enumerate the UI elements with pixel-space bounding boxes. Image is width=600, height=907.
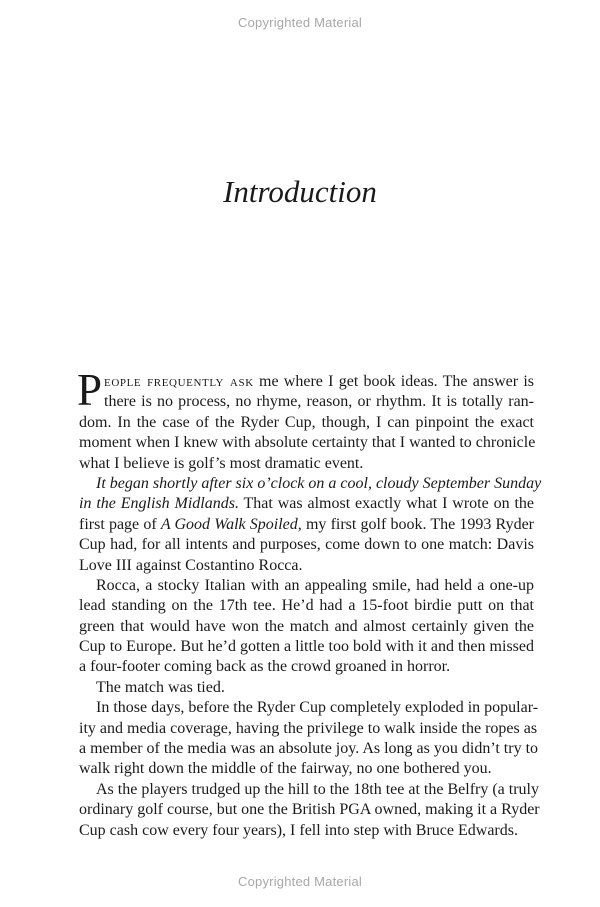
paragraph-5-line-2: ity and media coverage, having the privilege to walk inside the ropes as — [79, 719, 538, 737]
paragraph-1-line-2: there is no process, no rhyme, reason, or rhythm. It is totally ran- — [104, 393, 534, 411]
paragraph-1-line-3: dom. In the case of the Ryder Cup, though, I can pinpoint the exact — [79, 413, 534, 431]
book-title-italic: A Good Walk Spoiled, — [160, 515, 302, 533]
paragraph-2-line-5: Love III against Costantino Rocca. — [79, 556, 303, 574]
paragraph-5-line-4: walk right down the middle of the fairway, no one bothered you. — [79, 760, 492, 778]
paragraph-6-line-2: ordinary golf course, but one the British PGA owned, making it a Ryder — [79, 801, 540, 819]
paragraph-1-line-4: moment when I knew with absolute certainty that I wanted to chronicle — [79, 434, 536, 452]
paragraph-2-line-1: It began shortly after six o’clock on a cool, cloudy September Sunday — [96, 474, 542, 492]
paragraph-3-line-4: Cup to Europe. But he’d gotten a little too bold with it and then missed — [79, 638, 534, 656]
paragraph-3-line-3: green that would have won the match and almost certainly given the — [79, 617, 534, 635]
copyright-watermark-top: Copyrighted Material — [238, 15, 362, 30]
chapter-title: Introduction — [223, 174, 377, 209]
text-run: my first golf book. The 1993 Ryder — [301, 515, 535, 533]
opening-small-caps: eople frequently ask — [104, 373, 254, 390]
paragraph-2-line-2 — [79, 494, 534, 514]
paragraph-5-line-3: a member of the media was an absolute joy. As long as you didn’t try to — [79, 740, 539, 758]
text-run: me where I get book ideas. The answer is — [253, 373, 535, 390]
paragraph-6-line-3: Cup cash cow every four years), I fell into step with Bruce Edwards. — [79, 821, 518, 839]
text-run: first page of — [79, 515, 161, 533]
paragraph-1-line-5: what I believe is golf’s most dramatic event. — [79, 454, 364, 472]
paragraph-2-line-4: Cup had, for all intents and purposes, come down to one match: Davis — [79, 536, 534, 554]
paragraph-4-line-1: The match was tied. — [96, 678, 225, 696]
paragraph-3-line-1: Rocca, a stocky Italian with an appealing smile, had held a one-up — [96, 576, 534, 594]
paragraph-3-line-5: a four-footer coming back as the crowd groaned in horror. — [79, 658, 451, 676]
body-text — [77, 365, 542, 841]
paragraph-6-line-1: As the players trudged up the hill to the 18th tee at the Belfry (a truly — [96, 780, 539, 798]
paragraph-3-line-2: lead standing on the 17th tee. He’d had a 15-foot birdie putt on that — [79, 597, 534, 615]
italic-run: in the English Midlands. — [79, 495, 239, 513]
drop-cap: P — [77, 365, 103, 415]
paragraph-2-line-3 — [79, 515, 534, 535]
paragraph-5-line-1: In those days, before the Ryder Cup completely exploded in popular- — [96, 699, 539, 717]
text-run: That was almost exactly what I wrote on the — [238, 495, 534, 513]
copyright-watermark-bottom: Copyrighted Material — [238, 874, 362, 889]
